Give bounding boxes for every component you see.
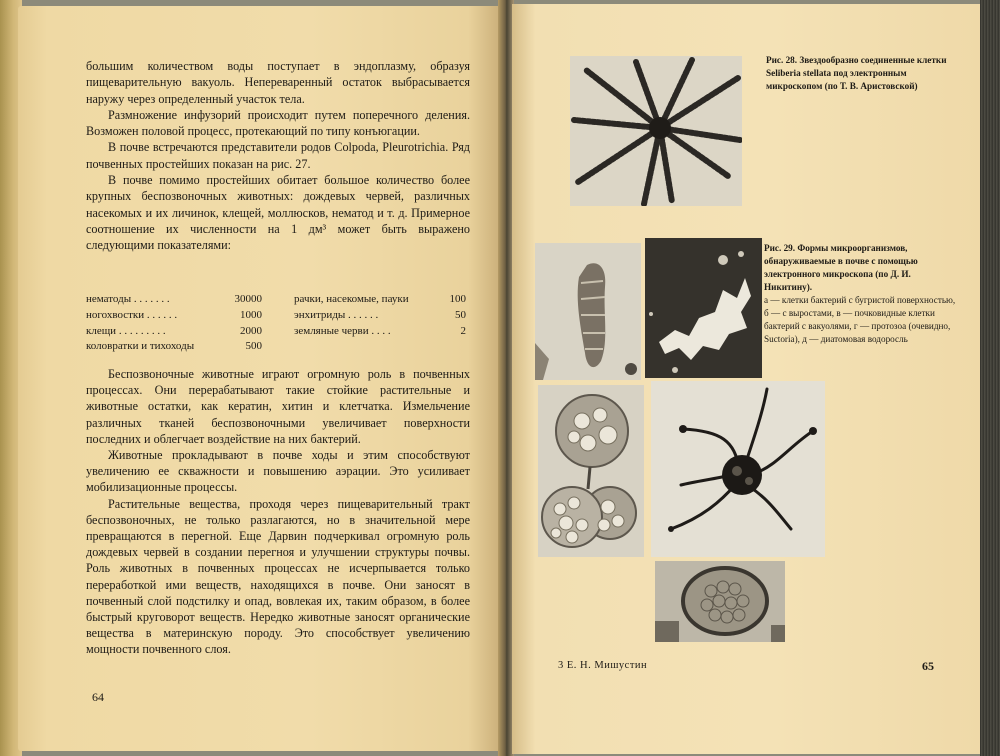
figure-29b-micrograph xyxy=(645,238,762,378)
book-right-edge xyxy=(980,0,1000,756)
table-label: земляные черви . . . . xyxy=(294,324,391,337)
signature-mark: 3 Е. Н. Мишустин xyxy=(558,660,648,671)
figure-28-caption: Рис. 28. Звездообразно соединенные клетки Seliberia stellata под электронным микроскопом (по Т. В. Аристовской) xyxy=(766,55,947,91)
table-row xyxy=(86,292,262,308)
table-column-right xyxy=(294,292,466,339)
figure-29-caption xyxy=(764,242,956,346)
table-row xyxy=(294,292,466,308)
table-value: 50 xyxy=(455,308,466,321)
paragraph: В почве помимо простейших обитает большое количество более крупных беспозвоночных животных: дождевых червей, различных насекомых и их личинок, клещей, моллюсков, нематод и т. д. Примерное соотношение их численности на 1 дм³ может быть выражено следующими показателями: xyxy=(86,173,470,253)
table-label: ногохвостки . . . . . . xyxy=(86,308,178,321)
table-value: 1000 xyxy=(240,308,262,321)
paragraph: Животные прокладывают в почве ходы и этим способствуют увеличению ее скважности и повышению аэрации. Это усиливает мобилизационные процессы. xyxy=(86,448,470,495)
table-value: 500 xyxy=(245,340,262,353)
figure-29-caption-body: а — клетки бактерий с бугристой поверхностью, б — с выростами, в — почковидные клетки бактерий с вакуолями, г — протозоа (очевидно, Suctoria), д — диатомовая водоросль xyxy=(764,295,956,344)
figure-28-micrograph xyxy=(570,56,742,206)
table-value: 2000 xyxy=(240,324,262,337)
table-column-left xyxy=(86,292,262,355)
table-value: 100 xyxy=(449,293,466,305)
table-value: 2 xyxy=(460,324,466,337)
figure-29-caption-title: Рис. 29. Формы микроорганизмов, обнаруживаемые в почве с помощью электронного микроскопа (по Д. И. Никитину). xyxy=(764,243,918,292)
figure-29d-micrograph xyxy=(651,381,825,557)
paragraph: Беспозвоночные животные играют огромную роль в почвенных процессах. Они перерабатывают такие стойкие растительные и животные остатки, как кератин, хитин и клетчатка. Измельчение различных тканей беспозвоночными увеличивает поверхности последних и облегчает воздействие на них бактерий. xyxy=(86,367,470,446)
table-row xyxy=(86,308,262,324)
table-value: 30000 xyxy=(234,293,262,305)
paragraph: Растительные вещества, проходя через пищеварительный тракт беспозвоночных, не только разлагаются, но в значительной мере превращаются в перегной. Еще Дарвин подчеркивал огромную роль дождевых червей в создании перегноя и улучшении структуры почвы. Роль животных в почвенных процессах не исчерпывается только переработкой ими веществ, находящихся в почве. Они заносят в почвенный слой подстилку и опад, вовлекая их, таким образом, в более быстрый круговорот веществ. Нередко животные заносят органические вещества в материнскую породу. Это способствует увеличению мощности почвенного слоя. xyxy=(86,496,470,657)
table-row xyxy=(86,339,262,355)
page-number-left: 64 xyxy=(92,690,104,704)
paragraph: большим количеством воды поступает в эндоплазму, образуя пищеварительную вакуоль. Непереваренный остаток выбрасывается наружу через определенный участок тела. xyxy=(86,59,470,106)
table-row xyxy=(294,324,466,340)
figure-29a-micrograph xyxy=(535,243,641,380)
left-text-bottom xyxy=(86,366,470,658)
paragraph: Размножение инфузорий происходит путем поперечного деления. Возможен половой процесс, протекающий по типу конъюгации. xyxy=(86,107,470,139)
table-label: рачки, насекомые, пауки xyxy=(294,293,409,305)
figure-29e-micrograph xyxy=(655,561,785,642)
table-label: клещи . . . . . . . . . xyxy=(86,324,166,337)
table-label: энхитриды . . . . . . xyxy=(294,308,379,321)
paragraph: В почве встречаются представители родов Colpoda, Pleurotrichia. Ряд почвенных простейших показан на рис. 27. xyxy=(86,140,470,171)
table-label: нематоды . . . . . . . xyxy=(86,293,170,305)
page-number-right: 65 xyxy=(922,659,934,673)
table-row xyxy=(86,324,262,340)
table-label: коловратки и тихоходы xyxy=(86,340,195,353)
left-text-top xyxy=(86,58,470,254)
figure-29c-micrograph xyxy=(538,385,644,557)
table-row xyxy=(294,308,466,324)
